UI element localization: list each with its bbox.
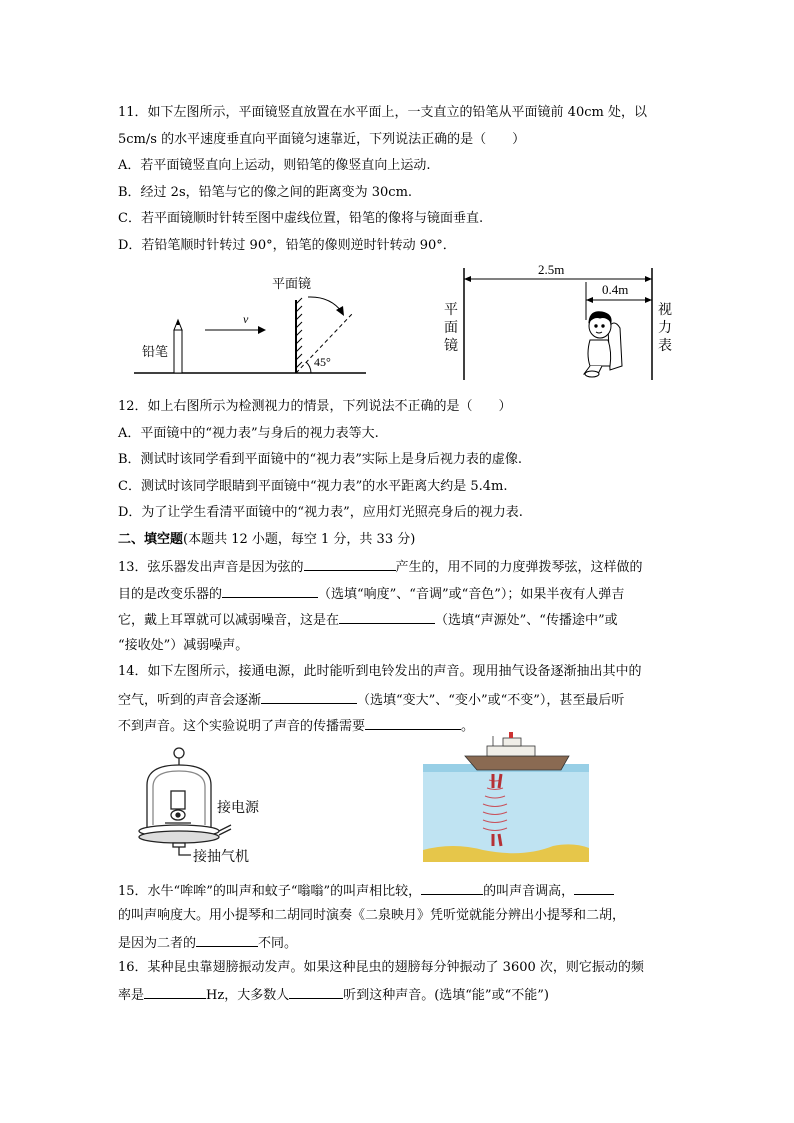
q15-blank-2[interactable] [574, 881, 614, 895]
mirror-vertical-label-2: 面 [444, 320, 458, 336]
q14-blank-2[interactable] [365, 716, 461, 730]
q12-option-c: C．测试时该同学眼睛到平面镜中“视力表”的水平距离大约是 5.4m. [118, 479, 508, 494]
q15-blank-1[interactable] [421, 881, 483, 895]
q13-blank-1[interactable] [304, 557, 396, 571]
q15-line1: 15．水牛“哞哞”的叫声和蚊子“嗡嗡”的叫声相比较， 的叫声音调高， [118, 881, 614, 901]
pencil-icon [174, 320, 182, 373]
eye-test-diagram [440, 258, 690, 384]
q15-line3: 是因为二者的 不同。 [118, 933, 297, 953]
velocity-arrow [205, 326, 266, 334]
q11-option-b: B．经过 2s，铅笔与它的像之间的距离变为 30cm. [118, 185, 413, 200]
power-label: 接电源 [217, 800, 259, 816]
q16-line1: 16．某种昆虫靠翅膀振动发声。如果这种昆虫的翅膀每分钟振动了 3600 次，则它振动的频 [118, 960, 644, 975]
q12-option-b: B．测试时该同学看到平面镜中的“视力表”实际上是身后视力表的虚像. [118, 452, 522, 467]
q12-stem: 12．如上右图所示为检测视力的情景，下列说法不正确的是（ ） [118, 399, 512, 414]
bell-jar-diagram [135, 745, 295, 870]
student-icon [584, 312, 622, 377]
q16-blank-1[interactable] [144, 985, 206, 999]
velocity-label: v [243, 312, 249, 326]
mirror-vertical-label-3: 镜 [444, 338, 458, 354]
q16-line2: 率是 Hz，大多数人 听到这种声音。(选填“能”或“不能”) [118, 985, 549, 1005]
q13-line1: 13．弦乐器发出声音是因为弦的 产生的，用不同的力度弹拨琴弦，这样做的 [118, 557, 643, 577]
q14-line1: 14．如下左图所示，接通电源，此时能听到电铃发出的声音。现用抽气设备逐渐抽出其中的 [118, 664, 642, 679]
chart-vertical-label-3: 表 [658, 338, 672, 354]
q11-option-d: D．若铅笔顺时针转过 90°，铅笔的像则逆时针转动 90°． [118, 238, 456, 253]
section-note: (本题共 12 小题，每空 1 分，共 33 分) [183, 532, 416, 547]
q13-blank-3[interactable] [339, 610, 435, 624]
q13-line3: 它，戴上耳罩就可以减弱噪音，这是在 （选填“声源处”、“传播途中”或 [118, 610, 618, 630]
angle-label: 45° [314, 355, 331, 369]
q11-stem-line1: 11．如下左图所示，平面镜竖直放置在水平面上，一支直立的铅笔从平面镜前 40cm 处，以 [118, 105, 647, 120]
ship-icon [465, 732, 569, 770]
q14-blank-1[interactable] [261, 690, 357, 704]
chart-vertical-label-2: 力 [658, 320, 672, 336]
q11-option-c: C．若平面镜顺时针转至图中虚线位置，铅笔的像将与镜面垂直. [118, 211, 484, 226]
q13-line2: 目的是改变乐器的 （选填“响度”、“音调”或“音色”）；如果半夜有人弹吉 [118, 584, 624, 604]
section-heading [118, 531, 415, 549]
q12-option-a: A．平面镜中的“视力表”与身后的视力表等大. [118, 426, 379, 441]
chart-vertical-label-1: 视 [658, 302, 672, 318]
mirror-label: 平面镜 [272, 277, 312, 292]
sonar-ship-diagram [423, 730, 589, 862]
plane-mirror [296, 298, 302, 373]
q14-line2: 空气，听到的声音会逐渐 （选填“变大”、“变小”或“不变”），甚至最后听 [118, 690, 624, 710]
distance-small-label: 0.4m [602, 282, 629, 297]
q14-line3: 不到声音。这个实验说明了声音的传播需要 。 [118, 716, 474, 736]
pencil-label: 铅笔 [142, 345, 169, 360]
q13-blank-2[interactable] [222, 584, 318, 598]
q15-line2: 的叫声响度大。用小提琴和二胡同时演奏《二泉映月》凭听觉就能分辨出小提琴和二胡， [118, 908, 626, 923]
section-title: 二、填空题 [118, 532, 184, 547]
q12-option-d: D．为了让学生看清平面镜中的“视力表”，应用灯光照亮身后的视力表. [118, 505, 523, 520]
q13-line4: “接收处”）减弱噪声。 [118, 638, 249, 653]
q15-blank-3[interactable] [196, 933, 258, 947]
q11-option-a: A．若平面镜竖直向上运动，则铅笔的像竖直向上运动. [118, 158, 431, 173]
q16-blank-2[interactable] [289, 985, 343, 999]
pencil-mirror-diagram [130, 270, 370, 380]
distance-total-label: 2.5m [538, 262, 565, 277]
pump-label: 接抽气机 [193, 849, 249, 865]
mirror-vertical-label-1: 平 [444, 302, 458, 318]
q11-stem-line2: 5cm/s 的水平速度垂直向平面镜匀速靠近，下列说法正确的是（ ） [118, 132, 526, 147]
